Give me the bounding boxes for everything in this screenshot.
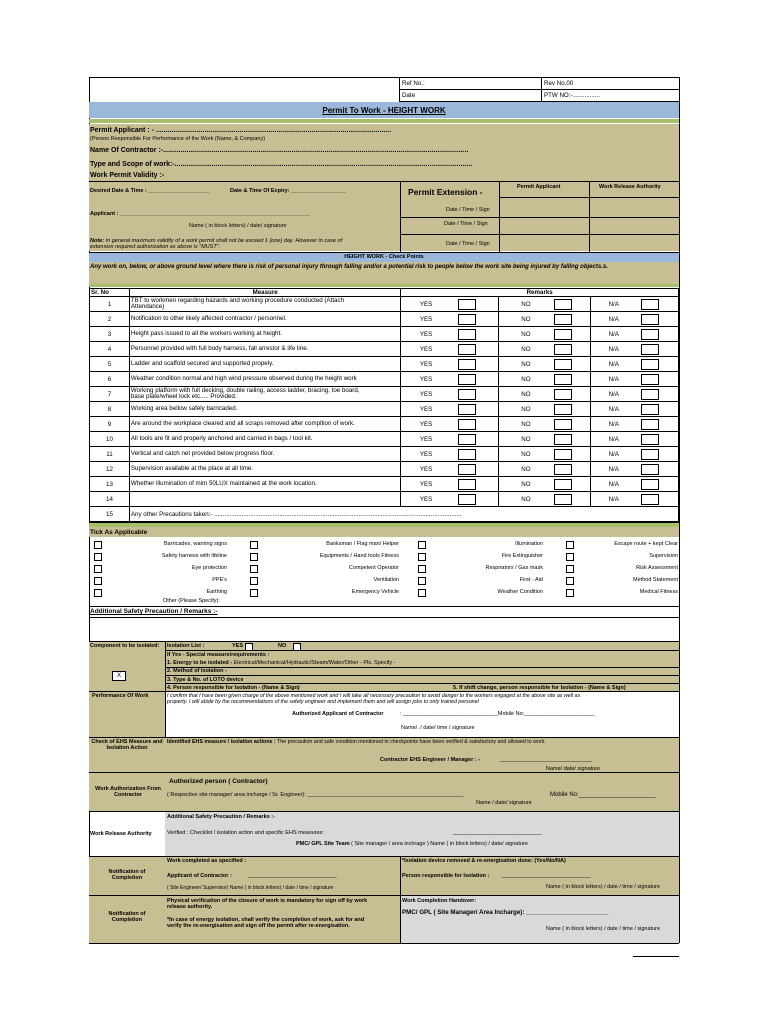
yes-checkbox[interactable] [458,494,476,505]
no-label: NO [499,297,553,312]
checkpoint-measure: Ladder and scaffold secured and supported propely. [129,357,400,372]
yes-checkbox[interactable] [458,434,476,445]
yes-checkbox[interactable] [458,314,476,325]
authorized-applicant-label: Authorized Applicant of Contractor [292,711,384,717]
no-checkbox[interactable] [554,479,572,490]
ext-dts-2[interactable]: Date / Time / Sign [444,221,488,227]
authorization-name-hint: Name / date/ signature [476,800,532,806]
no-box-cell [553,357,591,372]
checkpoint-row [90,327,679,342]
checkpoint-sr: 1 [90,297,130,312]
other-precautions-field[interactable]: Any other Precautions taken:- ................................................................................................................................................ [129,507,678,522]
component-isolated-label: Component to be isolated: [90,643,160,649]
checkpoint-sr: 8 [90,402,130,417]
yes-checkbox[interactable] [458,464,476,475]
tick-label: Illumination [515,541,543,547]
checkpoint-measure: Working area bellow safely barricaded. [129,402,400,417]
permit-applicant-header: Permit Applicant [517,184,561,190]
na-checkbox[interactable] [641,329,659,340]
pmc-signoff-line[interactable]: PMC/ GPL ( Site Manager/ Area Incharge): ________________________ [402,909,609,916]
right-border [679,101,680,943]
tick-label: Eye protection [191,565,227,571]
tick-checkbox[interactable] [566,565,574,573]
checkpoint-sr: 14 [90,492,130,507]
authorization-mobile[interactable]: Mobile No:_______________________ [550,792,656,798]
tick-label: Medical Fitness [639,589,678,595]
name-signature-hint: Name ( in block letters) / date/ signature [189,223,287,229]
tick-checkbox[interactable] [418,565,426,573]
checkpoint-row [90,447,679,462]
tick-checkbox[interactable] [250,565,258,573]
na-label: N/A [591,387,637,402]
na-label: N/A [591,432,637,447]
yes-label: YES [401,447,451,462]
yes-box-cell [451,297,499,312]
no-label: NO [499,342,553,357]
green-divider-2 [89,284,679,287]
release-verified-line[interactable]: _____________________________ [453,830,542,836]
yes-label: YES [401,477,451,492]
no-box-cell [553,297,591,312]
checkpoint-row [90,387,679,402]
na-label: N/A [591,312,637,327]
yes-label: YES [401,342,451,357]
yes-box-cell [451,357,499,372]
no-box-cell [553,387,591,402]
checkpoint-sr: 9 [90,417,130,432]
checkpoint-sr: 6 [90,372,130,387]
no-box-cell [553,327,591,342]
na-label: N/A [591,372,637,387]
tick-checkbox[interactable] [418,541,426,549]
na-checkbox[interactable] [641,359,659,370]
yes-box-cell [451,477,499,492]
no-label: NO [499,477,553,492]
checkpoint-measure: Notification to other likely affected contractor / personnel. [129,312,400,327]
na-checkbox[interactable] [641,419,659,430]
completion1-sub-hint: ( Site Engineer/ Supervisor) Name ( in block letters) / date / time / signature [167,885,334,891]
na-label: N/A [591,402,637,417]
no-box-cell [553,402,591,417]
tick-label: Emergency Vehicle [351,589,399,595]
checkpoint-row [90,432,679,447]
applicant-sign-field[interactable]: Applicant : ______________________________________________________________ [90,211,310,217]
no-checkbox[interactable] [554,374,572,385]
bottom-rule [633,956,679,957]
na-checkbox[interactable] [641,449,659,460]
ext-dts-3[interactable]: Date / Time / Sign [446,241,490,247]
physical-verification-text: Physical verification of the closure of work is mandatory for sign off by work [167,898,368,904]
checkpoint-sr: 10 [90,432,130,447]
tick-label: Banksman / Flag man/ Helper [326,541,399,547]
date-label: Date [402,92,416,99]
isolation-list-label: Isolation List : [167,643,205,649]
na-checkbox[interactable] [641,434,659,445]
authorized-applicant-line[interactable]: : _______________________________Mobile No:_______________________ [400,711,595,717]
checkpoint-row [90,402,679,417]
yes-box-cell [451,387,499,402]
tick-label: Earthing [206,589,227,595]
yes-box-cell [451,447,499,462]
checkpoint-sr: 2 [90,312,130,327]
contractor-name-field[interactable]: Name Of Contractor :-............................................................................................................................................................. [90,147,469,154]
checkpoint-sr: 5 [90,357,130,372]
checkpoint-measure: Are around the workplace cleared and all scraps removed after compltion of work. [129,417,400,432]
na-checkbox[interactable] [641,299,659,310]
checkpoint-row [90,297,679,312]
na-label: N/A [591,342,637,357]
checkpoint-row-15 [90,507,679,522]
tick-checkbox[interactable] [94,589,102,597]
no-checkbox[interactable] [554,299,572,310]
shift-change-line: 5. If shift change, person responsible for Isolation - (Name & Sign) [453,685,626,691]
yes-box-cell [451,432,499,447]
tick-label: Barricades, warning signs [164,541,227,547]
na-checkbox[interactable] [641,374,659,385]
tick-label: Weather Condition [497,589,543,595]
no-label: NO [499,402,553,417]
person-responsible-note: (Person Responsible For Performance of the Work (Name, & Company) [90,136,266,142]
release-team-line: PMC/ GPL Site Team ( Site manager / area inchrage ) Name ( in block letters) / date/ signature [296,841,528,847]
no-checkbox[interactable] [554,329,572,340]
permit-extension-label: Permit Extension - [408,187,483,197]
checkpoint-measure [129,492,400,507]
checkpoint-sr: 3 [90,327,130,342]
checkpoint-row [90,417,679,432]
tick-label: PPE's [212,577,227,583]
ehs-check-label: Check of EHS Measure and Isolation Action [91,739,163,751]
tick-checkbox[interactable] [418,553,426,561]
method-isolation-line: 2. Method of Isolation - [167,668,227,674]
na-label: N/A [591,357,637,372]
na-checkbox[interactable] [641,404,659,415]
na-box-cell [636,342,678,357]
no-checkbox[interactable] [554,494,572,505]
expiry-date-field[interactable]: Date & Time Of Expiry: __________________ [230,188,347,194]
col-remarks-header: Remarks [401,289,679,297]
na-label: N/A [591,492,637,507]
yes-label: YES [401,387,451,402]
no-label: NO [499,417,553,432]
yes-box-cell [451,372,499,387]
no-checkbox[interactable] [554,344,572,355]
na-checkbox[interactable] [641,389,659,400]
tick-label: Fire Extinguisher [501,553,543,559]
tick-checkbox[interactable] [94,577,102,585]
na-label: N/A [591,417,637,432]
yes-label: YES [401,417,451,432]
isolation-removed-label: *Isolation device removed & re-energization done: (Yes/No/NA) [402,858,566,864]
release-verified-text: Verified : Checklist / isolation action and specific EHS measures: [167,830,324,836]
checkpoint-sr: 7 [90,387,130,402]
no-checkbox[interactable] [554,359,572,370]
checkpoint-measure: Supervision available at the place at all time. [129,462,400,477]
yes-box-cell [451,492,499,507]
tick-label: First - Aid [519,577,543,583]
yes-box-cell [451,402,499,417]
no-box-cell [553,312,591,327]
checkpoint-sr: 11 [90,447,130,462]
tick-checkbox[interactable] [566,577,574,585]
completion1-name-hint: Name ( in block letters) / date / time / signature [546,884,661,890]
na-box-cell [636,462,678,477]
tick-checkbox[interactable] [94,553,102,561]
no-checkbox[interactable] [554,434,572,445]
tick-label: Safety harness with lifeline [161,553,227,559]
no-label: NO [499,432,553,447]
ptw-no-label: PTW NO:-................ [544,92,601,99]
checkpoint-sr: 12 [90,462,130,477]
component-checkbox-mark: X [116,673,121,679]
person-isolation-label: Person responsible for Isolation : [402,873,490,879]
na-checkbox[interactable] [641,314,659,325]
na-box-cell [636,447,678,462]
no-box-cell [553,447,591,462]
no-label: NO [499,312,553,327]
na-box-cell [636,297,678,312]
tick-checkbox[interactable] [250,577,258,585]
yes-box-cell [451,312,499,327]
ext-dts-1[interactable]: Date / Time / Sign [446,207,490,213]
ehs-engineer-line[interactable]: ______________________________ [500,757,592,763]
completion-label-2: Notification of Completion [108,911,146,923]
tick-other-specify[interactable]: Other (Please Specify): [163,598,220,604]
person-responsible-line: 4. Person responsible for Isolation - (Name & Sign) [167,685,300,691]
tick-label: Equipments / Hand tools Fitness [319,553,399,559]
checkpoint-measure: All tools are fit and properly anchored and carried in bags / tool kit. [129,432,400,447]
tick-checkbox[interactable] [418,589,426,597]
checkpoint-row [90,462,679,477]
tick-checkbox[interactable] [566,589,574,597]
tick-title: Tick As Applicable [90,529,148,536]
tick-label: Method Statement [633,577,678,583]
site-manager-line[interactable]: ( Respective site manager/ area incharge / Sr. Engineer): ___________________________________________________ [167,792,464,798]
loto-device-line: 3. Type & No. of LOTO device [167,677,244,683]
performance-name-hint: Name/. / date/ time / signature [401,725,475,731]
no-checkbox[interactable] [554,314,572,325]
na-box-cell [636,417,678,432]
yes-label: YES [401,312,451,327]
tick-title-bg [89,527,679,537]
checkpoint-row [90,342,679,357]
no-label: NO [499,357,553,372]
ehs-identified-text: Identified EHS measure / isolation actions : The precaution and safe condition mentioned in checkpoints have been verified & satisfactory and allowed to work. [167,739,546,745]
no-checkbox[interactable] [554,464,572,475]
authorized-person-title: Authorized person ( Contractor) [169,778,268,785]
completion2-name-hint: Name ( in block letters) / date / time / signature [546,926,661,932]
yes-checkbox[interactable] [458,449,476,460]
completion-label-1: Notification of Completion [108,869,146,881]
no-label: NO [499,492,553,507]
yes-checkbox[interactable] [458,329,476,340]
yes-box-cell [451,342,499,357]
na-checkbox[interactable] [641,479,659,490]
no-checkbox[interactable] [554,389,572,400]
yes-label: YES [401,402,451,417]
no-label: NO [499,372,553,387]
component-checkbox[interactable] [112,671,126,681]
checkpoints-title: HEIGHT WORK - Check Points [344,254,424,260]
yes-label: YES [401,327,451,342]
yes-box-cell [451,327,499,342]
physical-verification-text-2: release authority. [167,904,213,910]
tick-checkbox[interactable] [566,541,574,549]
energy-case-text: *In case of energy isolation, shall verify the completion of work, ask for and [167,917,365,923]
yes-checkbox[interactable] [458,374,476,385]
type-scope-field[interactable]: Type and Scope of work:-......................................................................................................................................................... [90,161,473,168]
checkpoint-measure: Weather condition normal and high wind pressure observed during the height work [129,372,400,387]
validity-note: Note: In general maximum validity of a work permit shall not be exceed 1 (one) day. However in case of [90,238,343,244]
yes-label: YES [401,297,451,312]
work-permit-validity-label: Work Permit Validity :- [90,172,165,179]
na-box-cell [636,327,678,342]
validity-note-line2: extension required authorization as above is "MUST". [90,244,221,250]
checkpoints-table [89,288,679,522]
no-box-cell [553,342,591,357]
checkpoint-measure: Height pass issued to all the workers working at height. [129,327,400,342]
applicant-contractor-line[interactable]: _____________________________ [248,873,337,879]
col-measure-header: Measure [129,289,400,297]
checkpoint-row [90,492,679,507]
na-box-cell [636,432,678,447]
tick-label: Supervision [649,553,678,559]
na-label: N/A [591,477,637,492]
na-checkbox[interactable] [641,494,659,505]
na-box-cell [636,357,678,372]
no-box-cell [553,462,591,477]
performance-text-1: I confirm that I have been given charge of the above mentioned work and I will take all necessary precaution to avoid danger to the workers engaged at the above site as well as [167,693,581,699]
yes-box-cell [451,462,499,477]
checkpoint-measure: Working platform with full decking, double railing, access ladder, bracing, toe board, base plate/wheel lock etc..... Provided. [129,387,400,402]
no-label: NO [499,447,553,462]
rev-no-label: Rev No.00 [544,80,574,87]
checkpoint-measure: TBT to workmen regarding hazards and working procedure conducted (Attach Attendance) [129,297,400,312]
tick-checkbox[interactable] [94,565,102,573]
ref-no-label: Ref No.: [402,80,425,87]
tick-checkbox[interactable] [418,577,426,585]
tick-checkbox[interactable] [250,589,258,597]
no-checkbox[interactable] [554,449,572,460]
na-box-cell [636,387,678,402]
na-box-cell [636,477,678,492]
na-label: N/A [591,462,637,477]
no-label: NO [499,462,553,477]
na-box-cell [636,312,678,327]
na-checkbox[interactable] [641,344,659,355]
release-authority-header: Work Release Authority [599,184,661,190]
no-label: NO [499,387,553,402]
work-handover-label: Work Completion Handover: [402,898,477,904]
checkpoint-sr: 15 [90,507,130,522]
yes-label: YES [401,372,451,387]
na-label: N/A [591,297,637,312]
checkpoint-measure: Vertical and catch net provided below progress floor. [129,447,400,462]
yes-label: YES [401,462,451,477]
energy-case-text-2: verify the re-energisation and sign off the permit after re-energisation. [167,923,350,929]
performance-text-2: property. I will abide by the recommendations of the safety engineer and implement them and will assign jobs to only trained personel [167,699,479,705]
yes-checkbox[interactable] [458,359,476,370]
no-box-cell [553,477,591,492]
work-authorization-label: Work Authorization From Contractor [95,786,161,798]
na-label: N/A [591,327,637,342]
checkpoint-sr: 13 [90,477,130,492]
col-sr-header: Sr. No [90,289,130,297]
release-authority-label: Work Release Authority [90,831,152,837]
yes-label: YES [401,492,451,507]
no-box-cell [553,432,591,447]
tick-label: Escape route + kept Clear [614,541,678,547]
checkpoint-row [90,477,679,492]
yes-checkbox[interactable] [458,344,476,355]
tick-label: Risk Assessment [636,565,678,571]
height-work-warning: Any work on, below, or above ground level where there is risk of personal injury through falling and/or a potential risk to people below the work site being injured by falling objects.s. [90,264,608,270]
tick-label: Ventilation [373,577,399,583]
no-checkbox[interactable] [554,419,572,430]
yes-checkbox[interactable] [458,404,476,415]
tick-checkbox[interactable] [250,553,258,561]
na-label: N/A [591,447,637,462]
applicant-contractor-label: Applicant of Contractor : [167,873,232,879]
release-precaution-title: Additional Safety Precaution / Remarks :- [167,814,275,820]
top-border [89,77,399,78]
green-divider [89,119,679,123]
checkpoint-row [90,372,679,387]
special-measure-label: If Yes - Special measure/requirements : [167,652,270,658]
yes-checkbox[interactable] [458,479,476,490]
checkpoint-sr: 4 [90,342,130,357]
na-box-cell [636,492,678,507]
energy-isolated-line: 1. Energy to be isolated - Electrical/Mechanical/Hydraulic/Steam/Water/Other - Pls. Specify - [167,660,396,666]
no-box-cell [553,417,591,432]
no-box-cell [553,492,591,507]
no-checkbox[interactable] [554,404,572,415]
tick-label: Respirators / Gas mask [485,565,543,571]
no-box-cell [553,372,591,387]
ehs-name-hint: Name/ date/ signature [546,766,601,772]
na-checkbox[interactable] [641,464,659,475]
yes-box-cell [451,417,499,432]
tick-checkbox[interactable] [250,541,258,549]
person-isolation-line[interactable]: _____________________________ [502,873,591,879]
yes-checkbox[interactable] [458,299,476,310]
yes-label: YES [401,357,451,372]
isolation-yes-label: YES [232,643,244,649]
isolation-no-label: NO [278,643,287,649]
checkpoint-measure: Whether illumination of mim 50LUX maintained at the work location. [129,477,400,492]
yes-checkbox[interactable] [458,389,476,400]
checkpoint-row [90,357,679,372]
na-box-cell [636,372,678,387]
additional-precaution-label: Additional Safety Precaution / Remarks :- [90,608,218,615]
desired-date-field[interactable]: Desired Date & Time : ____________________ [90,188,210,194]
tick-checkbox[interactable] [566,553,574,561]
na-box-cell [636,402,678,417]
performance-label: Performance Of Work [92,693,149,699]
permit-applicant-field[interactable]: Permit Applicant : - ......................................................................................................................... [90,127,392,134]
work-completed-label: Work completed as specified : [167,858,247,864]
checkpoint-row [90,312,679,327]
tick-label: Competent Operator [348,565,399,571]
ehs-engineer-label: Contractor EHS Engineer / Manager : - [380,757,480,763]
yes-checkbox[interactable] [458,419,476,430]
yes-label: YES [401,432,451,447]
tick-checkbox[interactable] [94,541,102,549]
no-label: NO [499,327,553,342]
page-title: Permit To Work - HEIGHT WORK [322,106,446,115]
checkpoint-measure: Personnel provided with full body harness, fall arrestor & life line. [129,342,400,357]
